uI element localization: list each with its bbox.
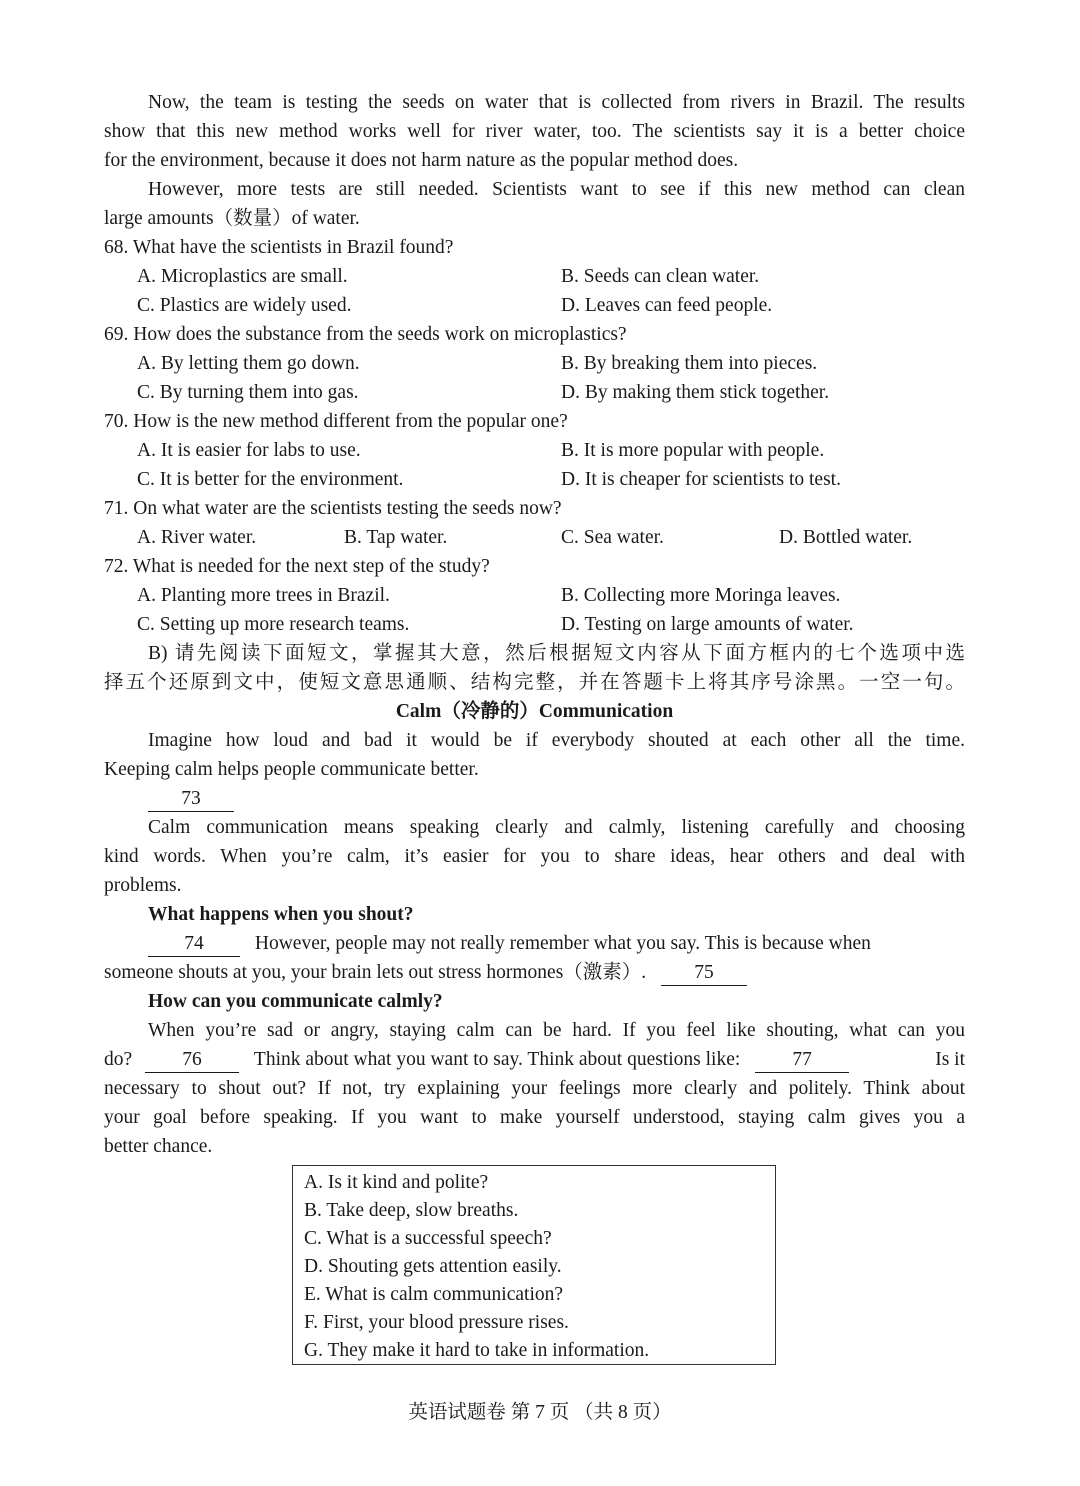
passage-text: someone shouts at you, your brain lets out stress hormones（激素）. xyxy=(104,962,647,983)
instructions-line: 择五个还原到文中，使短文意思通顺、结构完整，并在答题卡上将其序号涂黑。一空一句。 xyxy=(104,672,965,693)
passage-line: show that this new method works well for river water, too. The scientists say it is a better choice xyxy=(104,121,965,142)
question-stem: 71. On what water are the scientists testing the seeds now? xyxy=(104,498,562,519)
option-a: A. It is easier for labs to use. xyxy=(137,440,361,461)
choice-c: C. What is a successful speech? xyxy=(304,1228,552,1249)
option-d: D. Testing on large amounts of water. xyxy=(561,614,854,635)
passage-line: for the environment, because it does not harm nature as the popular method does. xyxy=(104,150,739,171)
blank-76: 76 xyxy=(145,1048,239,1073)
option-a: A. River water. xyxy=(137,527,257,548)
choice-a: A. Is it kind and polite? xyxy=(304,1172,489,1193)
question-stem: 70. How is the new method different from the popular one? xyxy=(104,411,568,432)
passage-line: However, more tests are still needed. Scientists want to see if this new method can clean xyxy=(148,179,965,200)
option-d: D. It is cheaper for scientists to test. xyxy=(561,469,841,490)
option-row xyxy=(137,465,998,494)
section-heading: How can you communicate calmly? xyxy=(148,991,443,1012)
option-row xyxy=(137,523,998,552)
choices-box xyxy=(292,1165,776,1365)
page-footer: 英语试题卷 第 7 页 （共 8 页） xyxy=(408,1402,672,1423)
passage-line xyxy=(104,1045,965,1074)
passage-text: However, people may not really remember what you say. This is because when xyxy=(254,933,871,954)
passage-line: better chance. xyxy=(104,1136,213,1157)
passage-line: Keeping calm helps people communicate better. xyxy=(104,759,479,780)
option-b: B. Seeds can clean water. xyxy=(561,266,760,287)
option-a: A. By letting them go down. xyxy=(137,353,360,374)
option-row xyxy=(137,378,998,407)
blank-line xyxy=(148,784,965,813)
passage-line: Imagine how loud and bad it would be if everybody shouted at each other all the time. xyxy=(148,730,965,751)
option-b: B. Tap water. xyxy=(344,527,448,548)
instructions-line: B) 请先阅读下面短文，掌握其大意，然后根据短文内容从下面方框内的七个选项中选 xyxy=(148,643,965,664)
option-a: A. Planting more trees in Brazil. xyxy=(137,585,390,606)
question-stem: 69. How does the substance from the seeds work on microplastics? xyxy=(104,324,627,345)
option-row xyxy=(137,262,998,291)
option-c: C. It is better for the environment. xyxy=(137,469,404,490)
option-d: D. Leaves can feed people. xyxy=(561,295,773,316)
passage-line xyxy=(104,958,965,987)
choice-f: F. First, your blood pressure rises. xyxy=(304,1312,569,1333)
option-c: C. By turning them into gas. xyxy=(137,382,359,403)
option-row xyxy=(137,610,998,639)
passage-line: problems. xyxy=(104,875,182,896)
passage-line xyxy=(148,929,965,958)
passage-line: necessary to shout out? If not, try explaining your feelings more clearly and politely. Think about xyxy=(104,1078,965,1099)
blank-74: 74 xyxy=(148,932,240,957)
option-row xyxy=(137,581,998,610)
option-c: C. Sea water. xyxy=(561,527,664,548)
passage-text: Is it xyxy=(935,1049,965,1070)
passage-line: kind words. When you’re calm, it’s easier for you to share ideas, hear others and deal with xyxy=(104,846,965,867)
option-row xyxy=(137,349,998,378)
passage-line: your goal before speaking. If you want to make yourself understood, staying calm gives you a xyxy=(104,1107,965,1128)
blank-75: 75 xyxy=(661,961,747,986)
question-stem: 72. What is needed for the next step of the study? xyxy=(104,556,490,577)
option-b: B. It is more popular with people. xyxy=(561,440,825,461)
section-heading: What happens when you shout? xyxy=(148,904,414,925)
passage-line: Now, the team is testing the seeds on water that is collected from rivers in Brazil. The results xyxy=(148,92,965,113)
option-b: B. Collecting more Moringa leaves. xyxy=(561,585,841,606)
passage-line: Calm communication means speaking clearly and calmly, listening carefully and choosing xyxy=(148,817,965,838)
option-a: A. Microplastics are small. xyxy=(137,266,348,287)
option-c: C. Setting up more research teams. xyxy=(137,614,410,635)
passage-title: Calm（冷静的）Communication xyxy=(395,701,674,722)
option-b: B. By breaking them into pieces. xyxy=(561,353,818,374)
option-row xyxy=(137,291,998,320)
choice-b: B. Take deep, slow breaths. xyxy=(304,1200,519,1221)
passage-line: When you’re sad or angry, staying calm can be hard. If you feel like shouting, what can you xyxy=(148,1020,965,1041)
passage-line: large amounts（数量）of water. xyxy=(104,208,360,229)
question-stem: 68. What have the scientists in Brazil found? xyxy=(104,237,454,258)
choice-d: D. Shouting gets attention easily. xyxy=(304,1256,562,1277)
passage-text: do? xyxy=(104,1049,133,1070)
option-row xyxy=(137,436,998,465)
option-d: D. By making them stick together. xyxy=(561,382,830,403)
option-c: C. Plastics are widely used. xyxy=(137,295,352,316)
blank-73: 73 xyxy=(148,787,234,812)
option-d: D. Bottled water. xyxy=(779,527,913,548)
choice-g: G. They make it hard to take in information. xyxy=(304,1340,650,1361)
blank-77: 77 xyxy=(755,1048,849,1073)
choice-e: E. What is calm communication? xyxy=(304,1284,564,1305)
passage-text: Think about what you want to say. Think about questions like: xyxy=(253,1049,741,1070)
